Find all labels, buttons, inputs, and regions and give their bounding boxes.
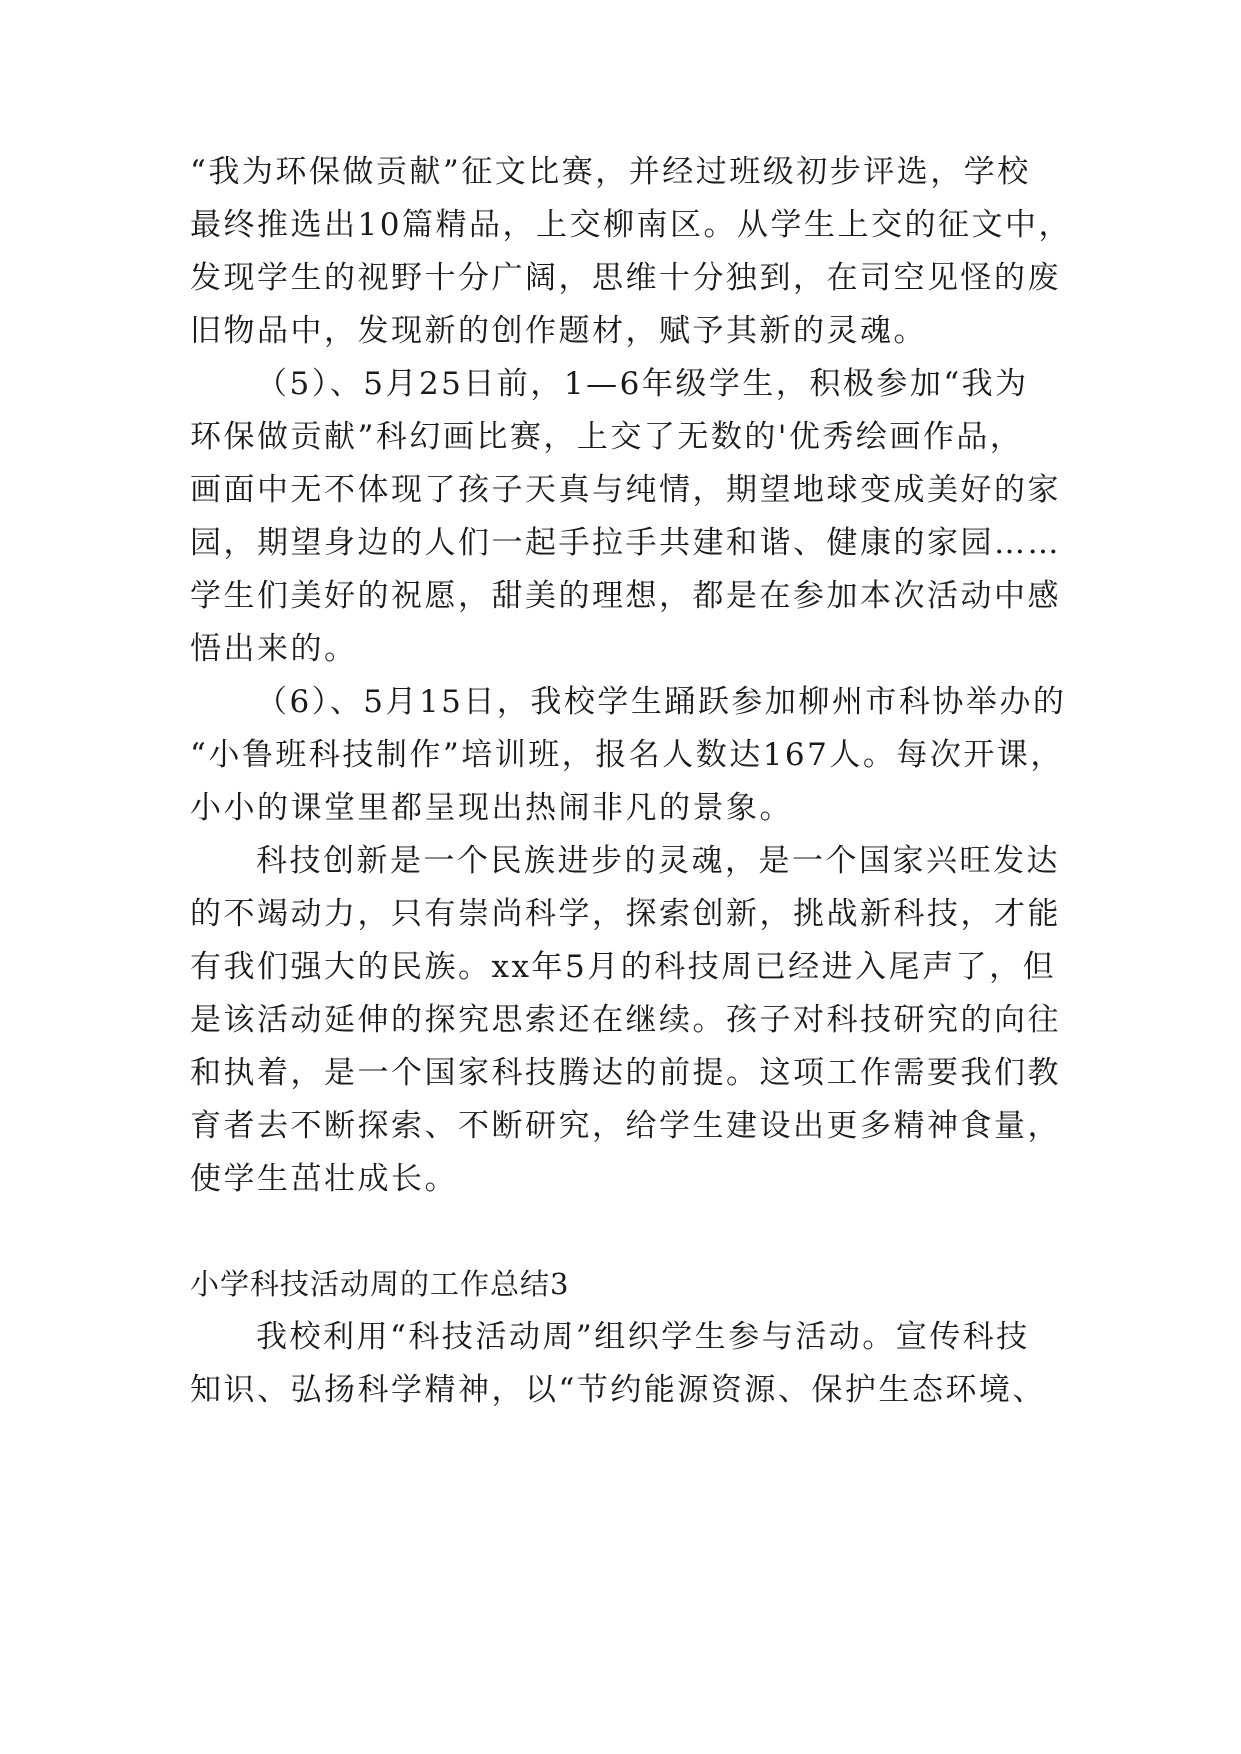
body-line: 最终推选出10篇精品，上交柳南区。从学生上交的征文中， bbox=[190, 207, 1072, 243]
paragraph-first-line: （5）、5月25日前，1—6年级学生，积极参加“我为 bbox=[256, 366, 1029, 402]
body-line: 有我们强大的民族。xx年5月的科技周已经进入尾声了，但 bbox=[190, 949, 1057, 985]
body-line: 是该活动延伸的探究思索还在继续。孩子对科技研究的向往 bbox=[190, 1002, 1061, 1038]
body-line: 使学生茁壮成长。 bbox=[190, 1161, 458, 1197]
body-line: 知识、弘扬科学精神，以“节约能源资源、保护生态环境、 bbox=[190, 1372, 1046, 1408]
body-line: 环保做贡献”科幻画比赛，上交了无数的'优秀绘画作品， bbox=[190, 419, 1024, 455]
body-line: 学生们美好的祝愿，甜美的理想，都是在参加本次活动中感 bbox=[190, 578, 1061, 614]
section-heading: 小学科技活动周的工作总结3 bbox=[190, 1267, 570, 1301]
body-line: 画面中无不体现了孩子天真与纯情，期望地球变成美好的家 bbox=[190, 472, 1061, 508]
body-line: 和执着，是一个国家科技腾达的前提。这项工作需要我们教 bbox=[190, 1055, 1061, 1091]
body-line: 育者去不断探索、不断研究，给学生建设出更多精神食量， bbox=[190, 1108, 1061, 1144]
body-line: 悟出来的。 bbox=[190, 631, 358, 667]
body-line: 小小的课堂里都呈现出热闹非凡的景象。 bbox=[190, 790, 793, 826]
body-line: 发现学生的视野十分广阔，思维十分独到，在司空见怪的废 bbox=[190, 260, 1061, 296]
body-line: “我为环保做贡献”征文比赛，并经过班级初步评选，学校 bbox=[190, 154, 1031, 190]
body-line: 旧物品中，发现新的创作题材，赋予其新的灵魂。 bbox=[190, 313, 927, 349]
body-line: “小鲁班科技制作”培训班，报名人数达167人。每次开课， bbox=[190, 737, 1064, 773]
paragraph-first-line: 我校利用“科技活动周”组织学生参与活动。宣传科技 bbox=[256, 1319, 1030, 1355]
paragraph-first-line: （6）、5月15日，我校学生踊跃参加柳州市科协举办的 bbox=[256, 684, 1067, 720]
body-line: 的不竭动力，只有崇尚科学，探索创新，挑战新科技，才能 bbox=[190, 896, 1061, 932]
paragraph-first-line: 科技创新是一个民族进步的灵魂，是一个国家兴旺发达 bbox=[256, 843, 1060, 879]
body-line: 园，期望身边的人们一起手拉手共建和谐、健康的家园…… bbox=[190, 525, 1061, 561]
